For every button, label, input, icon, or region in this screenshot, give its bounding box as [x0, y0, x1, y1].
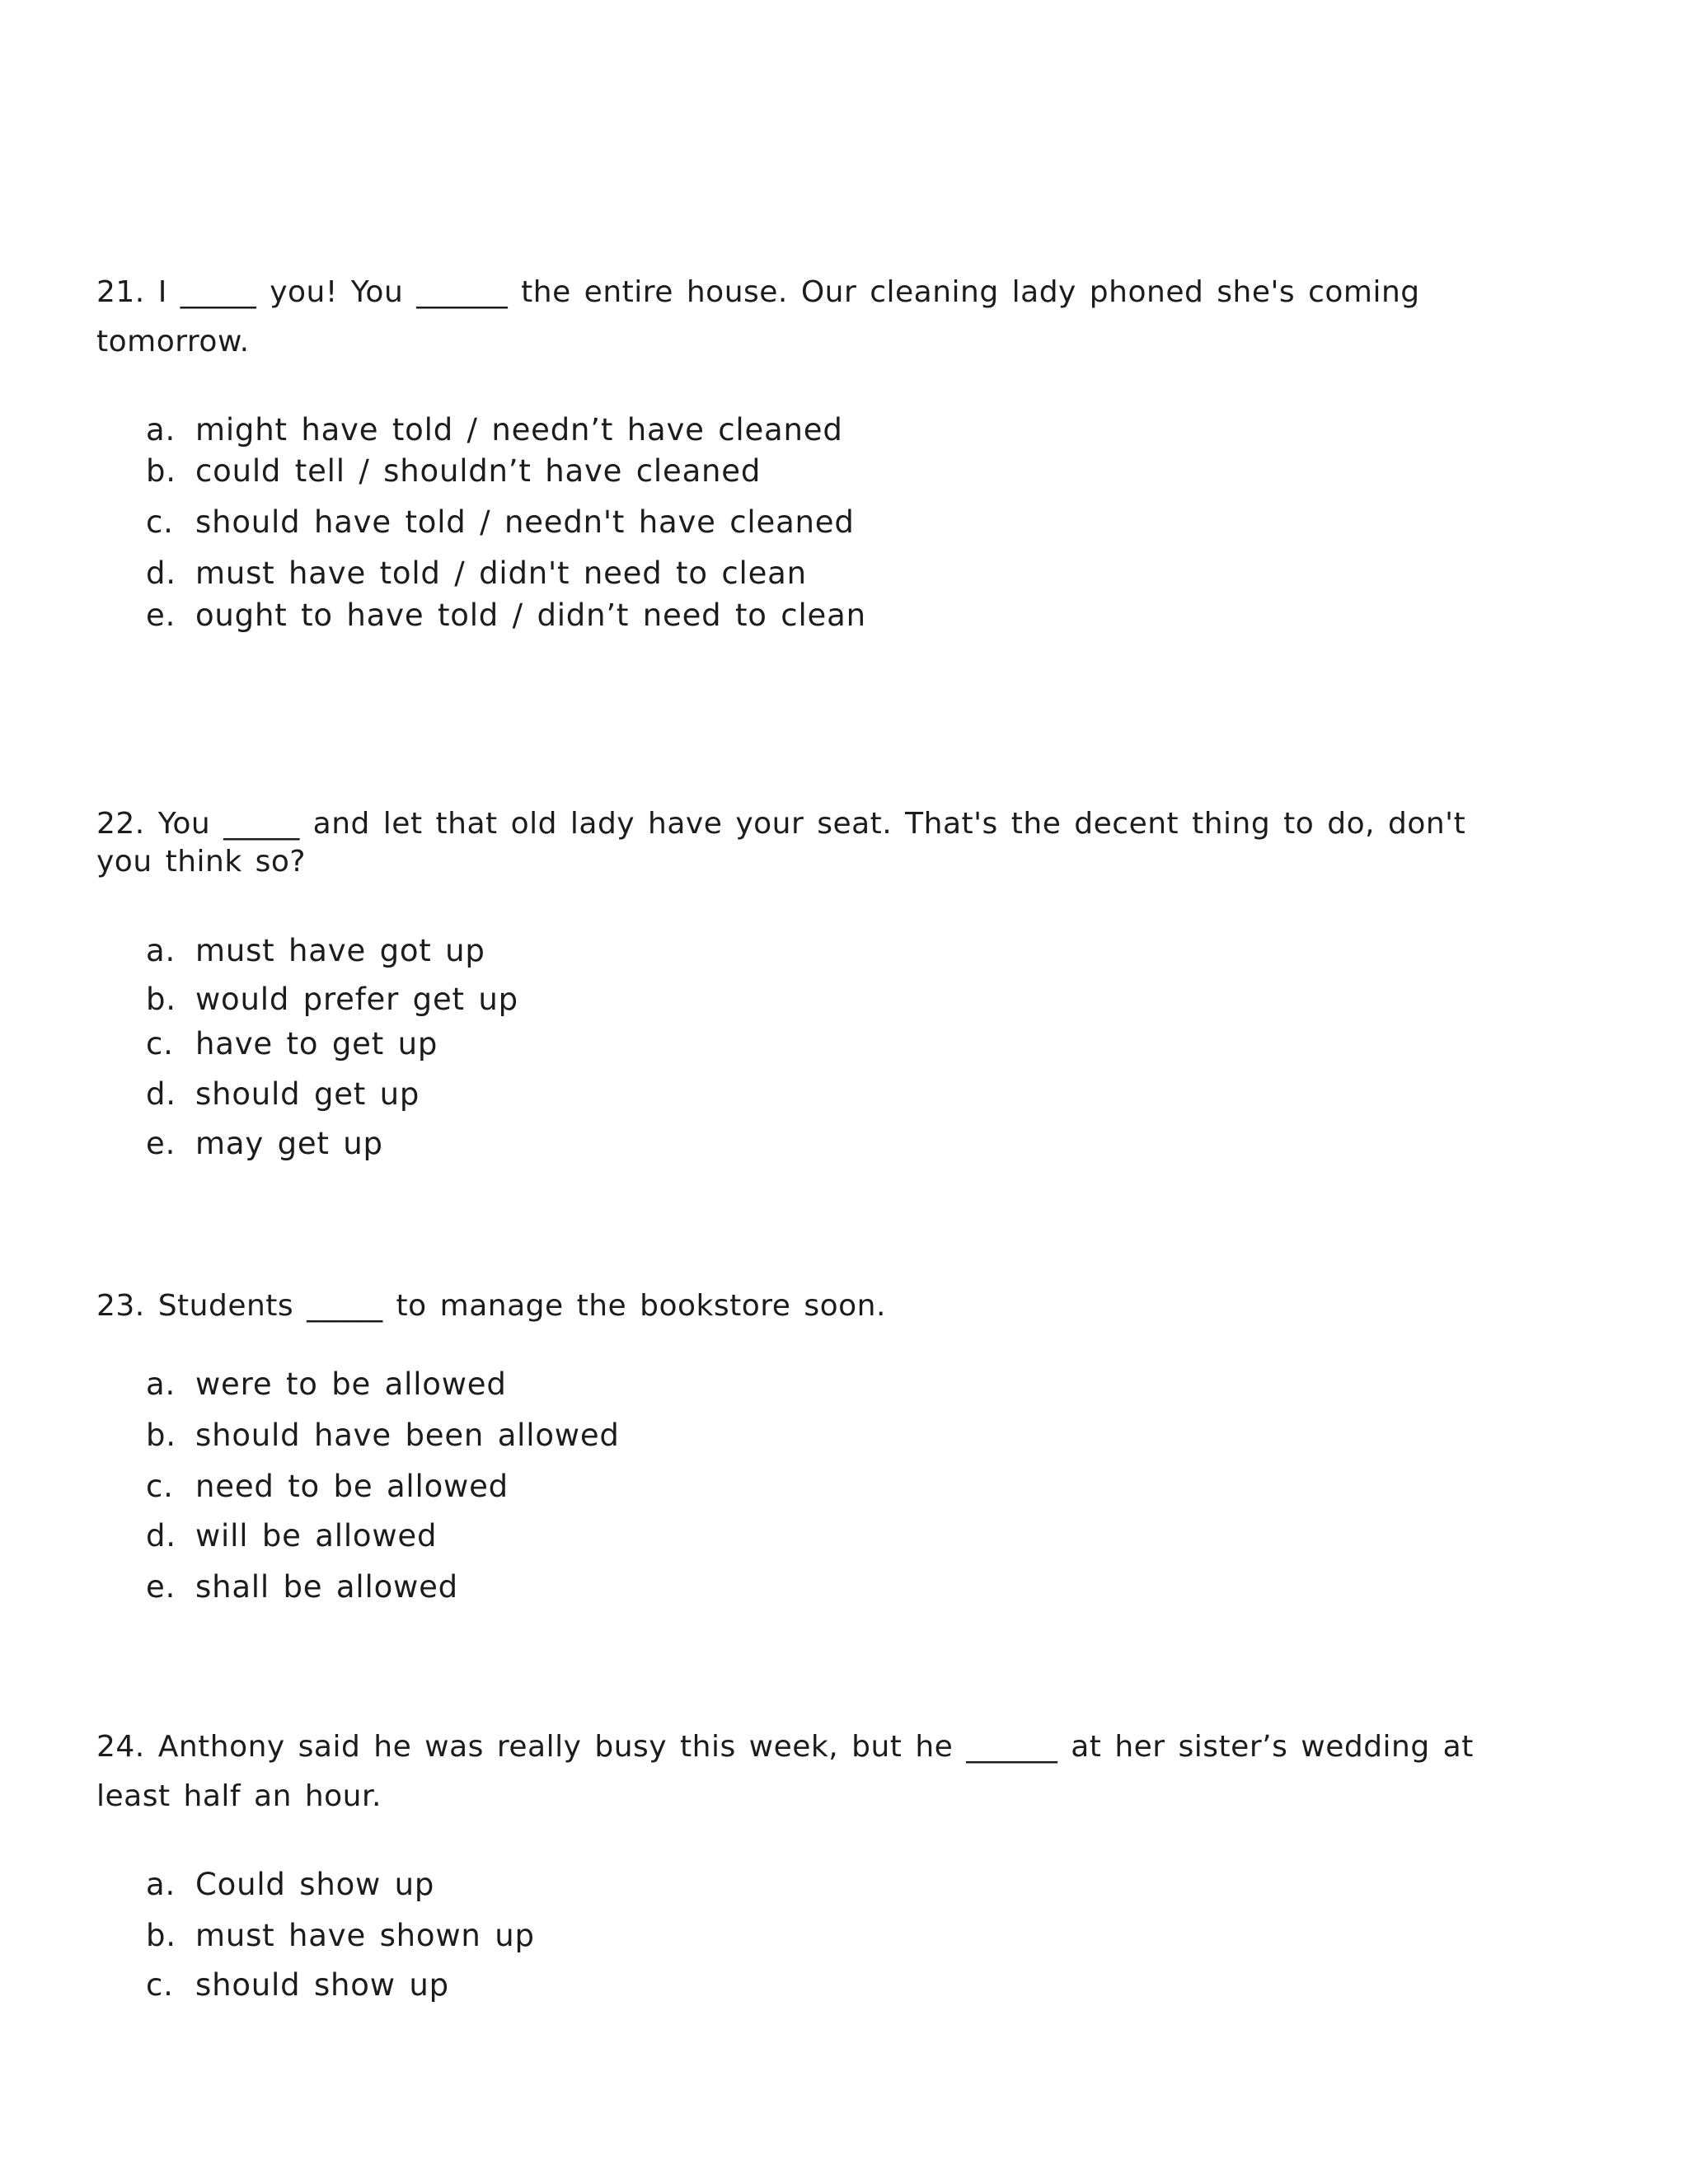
answer-option-e[interactable]	[146, 1569, 458, 1605]
question-stem: 24. Anthony said he was really busy this week, but he ______ at her sister’s wedding at least half an hour.	[96, 1730, 1474, 1813]
option-letter: a.	[146, 1867, 176, 1902]
answer-option-a[interactable]	[146, 412, 843, 448]
answer-option-d[interactable]	[146, 555, 807, 591]
answer-option-e[interactable]	[146, 1126, 383, 1161]
answer-option-d[interactable]	[146, 1518, 437, 1554]
option-letter: c.	[146, 1469, 174, 1504]
answer-option-b[interactable]	[146, 982, 518, 1017]
option-letter: b.	[146, 1418, 176, 1453]
option-text: Could show up	[195, 1867, 435, 1902]
question-22	[96, 805, 1498, 1161]
option-text: should have told / needn't have cleaned	[195, 504, 855, 540]
answer-option-c[interactable]	[146, 504, 855, 540]
option-letter: d.	[146, 555, 176, 591]
option-text: must have got up	[195, 933, 485, 968]
option-letter: b.	[146, 453, 176, 489]
option-letter: c.	[146, 1967, 174, 2003]
option-text: would prefer get up	[195, 982, 518, 1017]
option-text: will be allowed	[195, 1518, 438, 1554]
option-text: should show up	[195, 1967, 449, 2003]
option-text: have to get up	[195, 1026, 438, 1062]
option-text: could tell / shouldn’t have cleaned	[195, 453, 762, 489]
option-letter: a.	[146, 1366, 176, 1402]
answer-option-a[interactable]	[146, 933, 485, 968]
option-text: should have been allowed	[195, 1418, 620, 1453]
option-text: were to be allowed	[195, 1366, 507, 1402]
question-stem: 22. You _____ and let that old lady have your seat. That's the decent thing to do, don't you think so?	[96, 807, 1466, 879]
answer-option-c[interactable]	[146, 1026, 438, 1062]
option-letter: e.	[146, 1569, 176, 1605]
answer-option-b[interactable]	[146, 1418, 620, 1453]
answer-option-a[interactable]	[146, 1867, 434, 1902]
question-24	[96, 1722, 1498, 2003]
option-text: ought to have told / didn’t need to clean	[195, 598, 866, 633]
question-21	[96, 268, 1498, 633]
option-letter: e.	[146, 598, 176, 633]
option-letter: d.	[146, 1518, 176, 1554]
question-stem: 23. Students _____ to manage the bookstore soon.	[96, 1289, 886, 1323]
option-letter: b.	[146, 1918, 176, 1953]
option-letter: b.	[146, 982, 176, 1017]
question-stem: 21. I _____ you! You ______ the entire house. Our cleaning lady phoned she's coming tomorrow.	[96, 275, 1420, 359]
option-text: must have told / didn't need to clean	[195, 555, 807, 591]
option-text: should get up	[195, 1076, 420, 1112]
option-text: might have told / needn’t have cleaned	[195, 412, 843, 448]
answer-option-c[interactable]	[146, 1469, 509, 1504]
option-text: must have shown up	[195, 1918, 535, 1953]
answer-option-b[interactable]	[146, 1918, 535, 1953]
option-letter: e.	[146, 1126, 176, 1161]
answer-option-c[interactable]	[146, 1967, 449, 2003]
option-letter: a.	[146, 933, 176, 968]
option-letter: c.	[146, 1026, 174, 1062]
answer-option-d[interactable]	[146, 1076, 420, 1112]
option-text: may get up	[195, 1126, 383, 1161]
question-23	[96, 1282, 1498, 1605]
option-letter: d.	[146, 1076, 176, 1112]
option-text: need to be allowed	[195, 1469, 509, 1504]
option-text: shall be allowed	[195, 1569, 458, 1605]
answer-option-e[interactable]	[146, 598, 866, 633]
option-letter: a.	[146, 412, 176, 448]
answer-option-b[interactable]	[146, 453, 761, 489]
option-letter: c.	[146, 504, 174, 540]
answer-option-a[interactable]	[146, 1366, 507, 1402]
